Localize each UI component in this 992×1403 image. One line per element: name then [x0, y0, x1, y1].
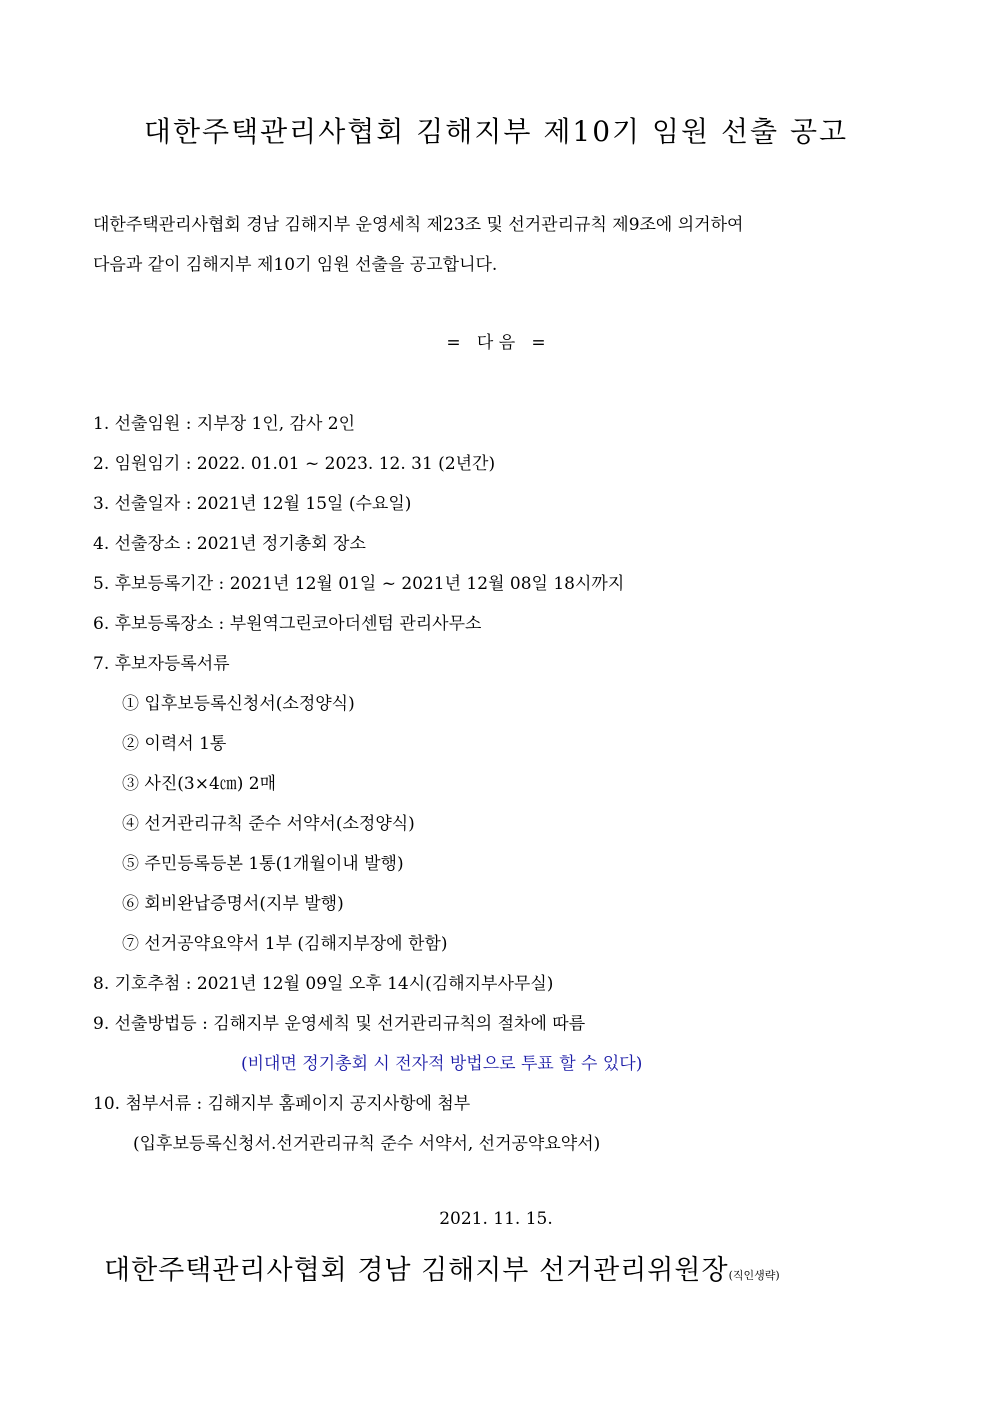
intro-line-1: 대한주택관리사협회 경남 김해지부 운영세칙 제23조 및 선거관리규칙 제9조에 의거하여: [93, 215, 744, 235]
list-item-3: 3. 선출일자 : 2021년 12월 15일 (수요일): [93, 494, 412, 514]
document-item-7: ⑦ 선거공약요약서 1부 (김해지부장에 한함): [122, 934, 448, 954]
list-item-7: 7. 후보자등록서류: [93, 654, 230, 674]
list-item-6: 6. 후보등록장소 : 부원역그린코아더센텀 관리사무소: [93, 614, 482, 634]
notice-date: 2021. 11. 15.: [439, 1209, 553, 1229]
intro-line-2: 다음과 같이 김해지부 제10기 임원 선출을 공고합니다.: [93, 255, 498, 275]
signer: [104, 1248, 780, 1287]
list-item-10: 10. 첨부서류 : 김해지부 홈페이지 공지사항에 첨부: [93, 1094, 471, 1114]
document-item-1: ① 입후보등록신청서(소정양식): [122, 694, 355, 714]
document-item-3: ③ 사진(3×4㎝) 2매: [122, 774, 277, 794]
list-item-9: 9. 선출방법등 : 김해지부 운영세칙 및 선거관리규칙의 절차에 따름: [93, 1014, 586, 1034]
voting-note: (비대면 정기총회 시 전자적 방법으로 투표 할 수 있다): [241, 1054, 643, 1074]
list-item-5: 5. 후보등록기간 : 2021년 12월 01일 ~ 2021년 12월 08일 18시까지: [93, 574, 625, 594]
list-item-8: 8. 기호추첨 : 2021년 12월 09일 오후 14시(김해지부사무실): [93, 974, 554, 994]
section-heading: = 다 음 =: [446, 333, 546, 353]
notice-title: 대한주택관리사협회 김해지부 제10기 임원 선출 공고: [143, 115, 849, 148]
list-item-10-sub: (입후보등록신청서.선거관리규칙 준수 서약서, 선거공약요약서): [133, 1134, 601, 1154]
list-item-2: 2. 임원임기 : 2022. 01.01 ~ 2023. 12. 31 (2년간): [93, 454, 496, 474]
list-item-1: 1. 선출임원 : 지부장 1인, 감사 2인: [93, 414, 356, 434]
seal-omitted-note: (직인생략): [728, 1269, 780, 1282]
document-item-5: ⑤ 주민등록등본 1통(1개월이내 발행): [122, 854, 404, 874]
document-item-4: ④ 선거관리규칙 준수 서약서(소정양식): [122, 814, 415, 834]
document-item-2: ② 이력서 1통: [122, 734, 227, 754]
document-item-6: ⑥ 회비완납증명서(지부 발행): [122, 894, 344, 914]
list-item-4: 4. 선출장소 : 2021년 정기총회 장소: [93, 534, 366, 554]
signer-name: 대한주택관리사협회 경남 김해지부 선거관리위원장: [104, 1255, 729, 1286]
